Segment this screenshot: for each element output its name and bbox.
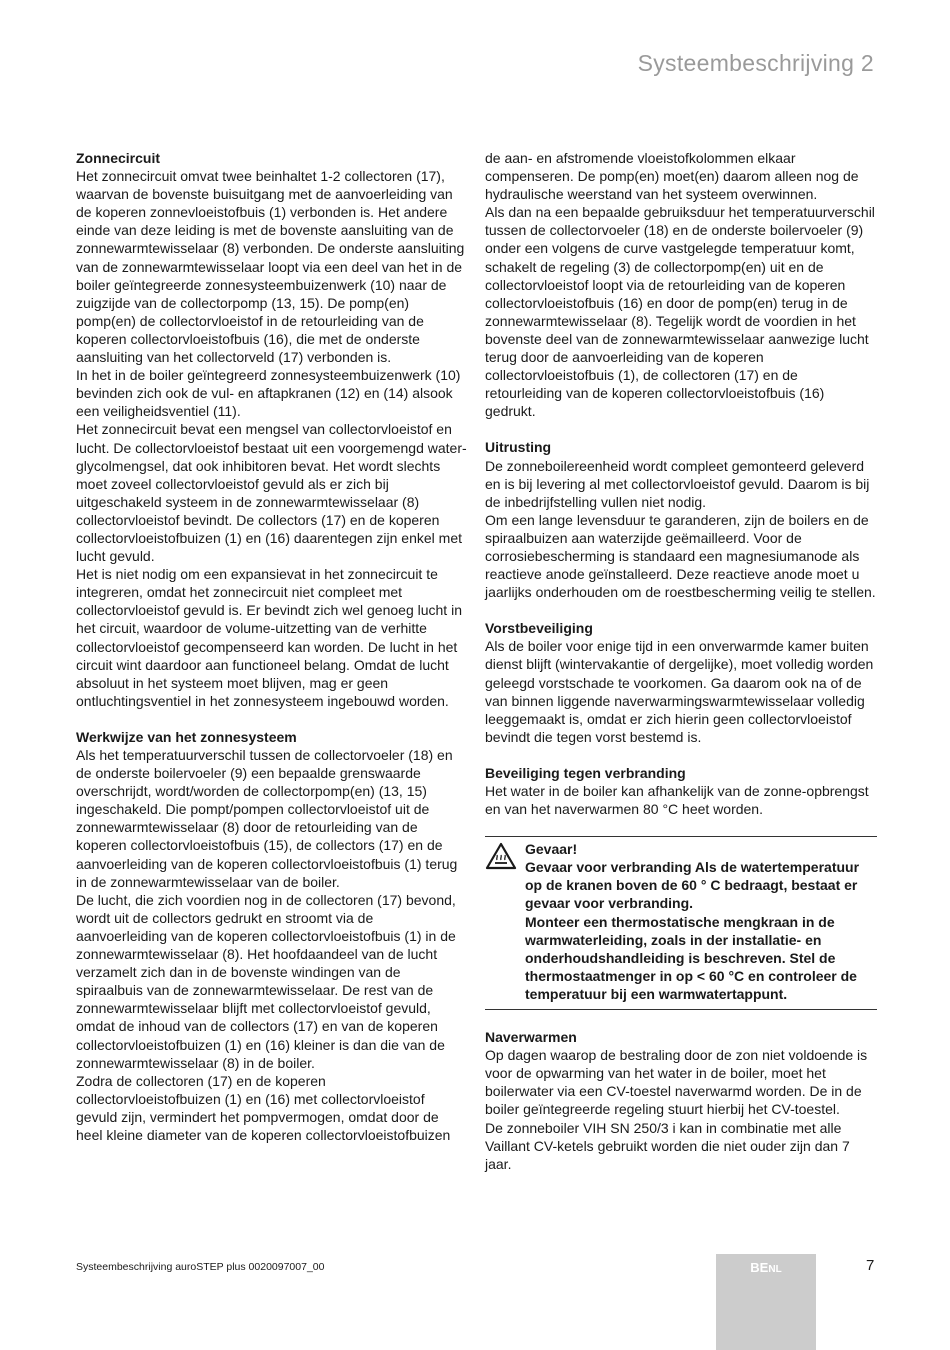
warning-paragraph: Monteer een thermostatische mengkraan in de warmwaterleiding, zoals in der installatie- en onderhoudshandleiding is beschreven. Stel de thermostaatmenger in op < 60 °C en controleer de temperatuur bij een warmwatertappunt. (525, 913, 857, 1002)
paragraph: Op dagen waarop de bestraling door de zon niet voldoende is voor de opwarming van het water in de boiler, moet het boilerwater via een CV-toestel naverwarmd worden. De in de boiler geïntegreerde regeling stuurt hierbij het CV-toestel. (485, 1047, 868, 1118)
paragraph: Het is niet nodig om een expansievat in het zonnecircuit te integreren, omdat het zonnecircuit niet compleet met collectorvloeistof gevuld is. Er bevindt zich wel genoeg lucht in het circuit, waardoor de volume-uitzetting van de verhitte collectorvloeistof gecompenseerd kan worden. De lucht in het circuit wint daardoor aan functioneel belang. Omdat de lucht absoluut in het systeem moet blijven, mag er geen ontluchtingsventiel in het zonnesysteem ingebouwd worden. (76, 566, 462, 709)
paragraph: Als de boiler voor enige tijd in een onverwarmde kamer buiten dienst blijft (wintervakantie of dergelijke), moet volledig worden geleegd vorstschade te voorkomen. Ga daarom ook na of de van binnen liggende naverwarmingswarmtewisselaar volledig leeggemaakt is, omdat er zich hierin geen collectorvloeistof bevindt die tegen vorst bestemd is. (485, 638, 874, 745)
section-continuation (485, 149, 877, 420)
warning-box (485, 836, 877, 1010)
paragraph: de aan- en afstromende vloeistofkolommen elkaar compenseren. De pomp(en) moet(en) daarom alleen nog de hydraulische weerstand van het systeem overwinnen. (485, 150, 859, 203)
paragraph: Het zonnecircuit bevat een mengsel van collectorvloeistof en lucht. De collectorvloeistof bestaat uit een voorgemengd water-glycolmengsel, dat ook inhibitoren bevat. Het wordt slechts moet zoveel collectorvloeistof gevuld als er zich bij uitgeschakeld systeem in de zonnewarmtewisselaar (8) collectorvloeistof bevindt. De collectors (17) en de koperen collectorvloeistofbuizen (1) en (16) daarentegen zijn enkel met lucht gevuld. (76, 421, 467, 565)
paragraph: Het zonnecircuit omvat twee beinhaltet 1-2 collectoren (17), waarvan de bovenste buisuitgang met de aanvoerleiding van de koperen zonnevloeistofbuis (1) verbonden is. Het andere einde van deze leiding is met de bovenste aansluiting van de zonnewarmtewisselaar (8) verbonden. De onderste aansluiting van de zonnewarmtewisselaar loopt via een deel van het in de boiler geïntegreerde zonnesysteembuizenwerk (10) naar de zuigzijde van de collectorpomp (13, 15). De pomp(en) pomp(en) de collectorvloeistof in de retourleiding van de koperen collectorvloeistofbuis (16), die met de onderste aansluiting van het collectorveld (17) verbonden is. (76, 168, 465, 366)
left-column (76, 149, 468, 1162)
paragraph: Zodra de collectoren (17) en de koperen collectorvloeistofbuizen (1) en (16) met collectorvloeistof gevuld zijn, vermindert het pompvermogen, omdat door de heel kleine diameter van de koperen collectorvloeistofbuizen (76, 1072, 451, 1143)
section-heading: Uitrusting (485, 439, 552, 456)
section-vorstbeveiliging (485, 619, 877, 746)
section-verbranding (485, 764, 877, 818)
section-heading: Zonnecircuit (76, 150, 161, 166)
paragraph: In het in de boiler geïntegreerd zonnesysteembuizenwerk (10) bevinden zich ook de vul- en aftapkranen (12) en (14) alsook een veiligheidsventiel (11). (76, 367, 461, 420)
paragraph: Als het temperatuurverschil tussen de collectorvoeler (18) en de onderste boilervoeler (9) een bepaalde grenswaarde overschrijdt, wordt/worden de collectorpomp(en) (13, 15) ingeschakeld. Die pompt/pompen collectorvloeistof uit de zonnewarmtewisselaar (8) door de retourleiding van de koperen collectorvloeistofbuis (15), de collectors (17) en de aanvoerleiding van de koperen collectorvloeistofbuis (1) terug in de zonnewarmtewisselaar van de boiler. (76, 747, 458, 890)
section-uitrusting (485, 438, 877, 601)
section-werkwijze (76, 728, 468, 1144)
section-naverwarmen (485, 1028, 877, 1173)
warning-paragraph: Gevaar voor verbranding Als de watertemperatuur op de kranen boven de 60 ° C bedraagt, bestaat er gevaar voor verbranding. (525, 859, 860, 912)
warning-title: Gevaar! (525, 841, 578, 858)
warning-heat-icon (485, 840, 525, 1003)
section-zonnecircuit (76, 149, 468, 710)
paragraph: Om een lange levensduur te garanderen, zijn de boilers en de spiraalbuizen aan waterzijde geëmailleerd. Voor de corrosiebescherming is standaard een magnesiumanode als reactieve anode geïnstalleerd. Deze reactieve anode moet u jaarlijks onderhouden om de roestbescherming veilig te stellen. (485, 511, 876, 601)
footer-doc-title: Systeembeschrijving auroSTEP plus 0020097007_00 (76, 1261, 325, 1273)
page-number: 7 (866, 1257, 875, 1274)
language-label: BENL (750, 1260, 782, 1275)
paragraph: Het water in de boiler kan afhankelijk van de zonne-opbrengst en van het naverwarmen 80 °C heet worden. (485, 783, 869, 818)
section-heading: Werkwijze van het zonnesysteem (76, 728, 297, 745)
section-heading: Vorstbeveiliging (485, 620, 593, 637)
warning-text (525, 840, 877, 1003)
page-header-title: Systeembeschrijving 2 (637, 50, 874, 76)
paragraph: De lucht, die zich voordien nog in de collectoren (17) bevond, wordt uit de collectors gedrukt en stroomt via de aanvoerleiding van de koperen collectorvloeistofbuis (1) in de zonnewarmtewisselaar (8). Het hoofdaandeel van de lucht verzamelt zich dan in de bovenste windingen van de spiraalbuis van de zonnewarmtewisselaar. De rest van de zonnewarmtewisselaar blijft met collectorvloeistof gevuld, omdat de inhoud van de collectors (17) en van de koperen collectorvloeistofbuizen (1) en (16) kleiner is dan die van de zonnewarmtewisselaar (8) in de boiler. (76, 891, 456, 1071)
paragraph: Als dan na een bepaalde gebruiksduur het temperatuurverschil tussen de collectorvoeler (18) en de onderste boilervoeler (9) onder een volgens de curve vastgelegde temperatuur komt, schakelt de regeling (3) de collectorpomp(en) uit en de collectorvloeistof loopt via de retourleiding van de koperen collectorvloeistofbuis (16) en door de pomp(en) terug in de zonnewarmtewisselaar (8). Tegelijk wordt de voordien in het bovenste deel van de zonnewarmtewisselaar aanwezige lucht terug door de aanvoerleiding van de koperen collectorvloeistofbuis (1), de collectoren (17) en de retourleiding van de koperen collectorvloeistofbuis (16) gedrukt. (485, 204, 875, 420)
paragraph: De zonneboilereenheid wordt compleet gemonteerd geleverd en is bij levering al met collectorvloeistof gevuld. Daarom is bij de inbedrijfstelling vullen niet nodig. (485, 457, 870, 510)
paragraph: De zonneboiler VIH SN 250/3 i kan in combinatie met alle Vaillant CV-ketels gebruikt worden die niet ouder zijn dan 7 jaar. (485, 1119, 850, 1172)
language-tab (716, 1254, 816, 1350)
section-heading: Naverwarmen (485, 1029, 577, 1046)
section-heading: Beveiliging tegen verbranding (485, 764, 686, 781)
right-column (485, 149, 877, 1191)
